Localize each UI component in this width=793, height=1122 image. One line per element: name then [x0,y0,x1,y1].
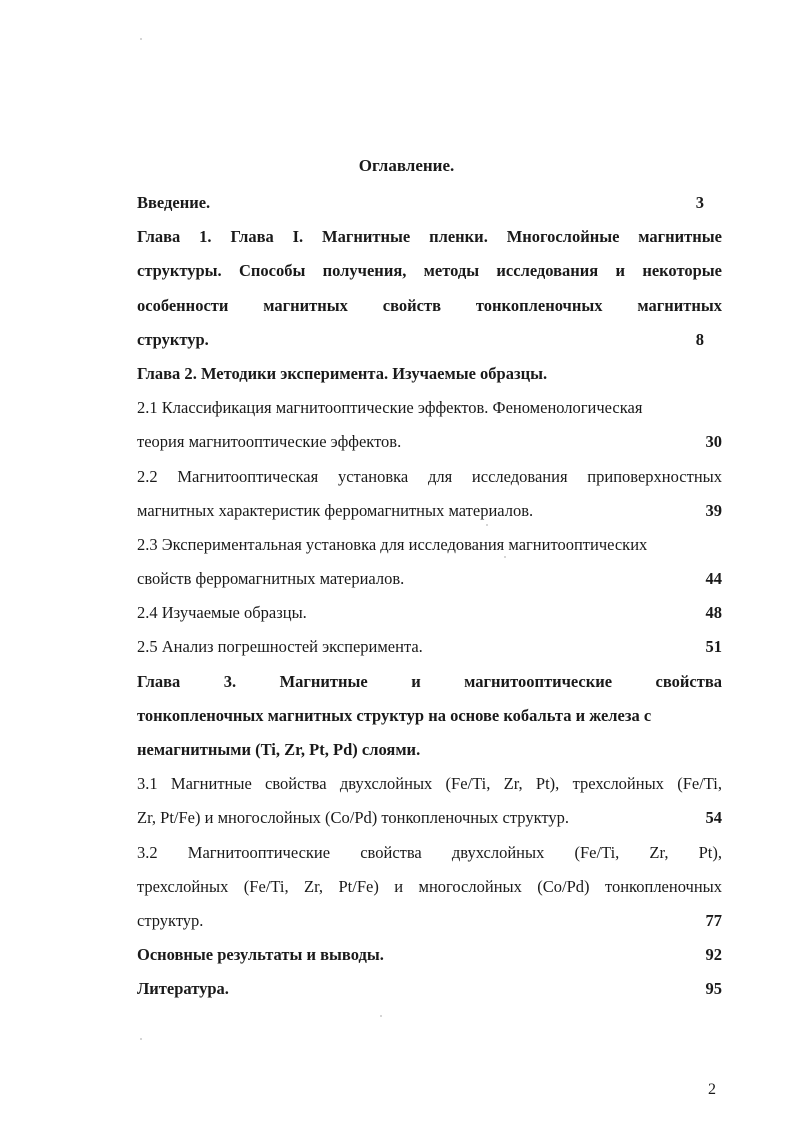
toc-entry-chapter-3-line-3: немагнитными (Ti, Zr, Pt, Pd) слоями. [137,740,421,759]
toc-entry-text: свойств ферромагнитных материалов. [137,569,405,589]
toc-entry-introduction [137,186,722,220]
toc-entry-2-1-line-1: 2.1 Классификация магнитооптические эффектов. Феноменологическая [137,398,643,418]
toc-entry-references [137,972,722,1006]
toc-page-number: 8 [695,329,704,349]
toc-entry-text: Основные результаты и выводы. [137,945,384,965]
toc-entry-chapter-3-line-2: тонкопленочных магнитных структур на основе кобальта и железа с [137,705,652,725]
toc-entry-2-2-line-1: 2.2 Магнитооптическая установка для исследования приповерхностных [137,466,722,486]
toc-entry-2-3-line-1: 2.3 Экспериментальная установка для исследования магнитооптических [137,534,648,554]
toc-entry-chapter-1-line-1: Глава 1. Глава I. Магнитные пленки. Многослойные магнитные [137,227,722,247]
toc-entry-text: Zr, Pt/Fe) и многослойных (Co/Pd) тонкопленочных структур. [137,808,569,828]
scan-speck [140,1038,142,1040]
toc-entry-text: теория магнитооптические эффектов. [137,432,402,452]
toc-entry-3-2-line-2: трехслойных (Fe/Ti, Zr, Pt/Fe) и многослойных (Co/Pd) тонкопленочных [137,876,722,896]
toc-page-number: 51 [705,637,722,657]
toc-page-number: 30 [705,432,722,452]
toc-entry-3-2-line-3 [137,904,722,938]
toc-entry-2-1-line-2 [137,425,722,459]
page-number: 2 [708,1081,716,1098]
table-of-contents [137,186,722,1007]
toc-entry-chapter-1-line-2: структуры. Способы получения, методы исследования и некоторые [137,261,722,281]
toc-entry-2-2-line-2 [137,494,722,528]
toc-entry-text: структур. [137,910,204,930]
toc-entry-text: структур. [137,329,209,349]
toc-entry-3-1-line-1: 3.1 Магнитные свойства двухслойных (Fe/Ti, Zr, Pt), трехслойных (Fe/Ti, [137,774,722,794]
toc-title: Оглавление. [358,156,455,175]
toc-entry-text: 2.5 Анализ погрешностей эксперимента. [137,637,423,657]
scan-speck [140,38,142,40]
scan-speck [380,1015,382,1017]
toc-page-number: 44 [705,569,722,589]
toc-entry-3-1-line-2 [137,801,722,835]
scan-speck [504,556,506,558]
toc-entry-text: . Методики эксперимента. Изучаемые образцы. [192,363,548,383]
toc-entry-text: Литература. [137,979,229,999]
toc-entry-chapter-3-line-1: Глава 3. Магнитные и магнитооптические свойства [137,671,722,691]
toc-entry-chapter-1-line-3: особенности магнитных свойств тонкопленочных магнитных [137,295,722,315]
toc-entry-text: магнитных характеристик ферромагнитных материалов. [137,500,534,520]
toc-entry-chapter-2 [137,357,722,391]
toc-page-number: 77 [705,910,722,930]
toc-page-number: 48 [705,603,722,623]
toc-page-number: 95 [705,979,722,999]
scan-speck [486,524,488,526]
toc-entry-text: 2.4 Изучаемые образцы. [137,603,307,623]
toc-entry-2-5 [137,630,722,664]
toc-entry-text: Введение. [137,193,211,212]
toc-entry-conclusions [137,938,722,972]
toc-entry-2-3-line-2 [137,562,722,596]
toc-page-number: 39 [705,500,722,520]
toc-page-number: 92 [705,945,722,965]
toc-page-number: 54 [705,808,722,828]
toc-entry-3-2-line-1: 3.2 Магнитооптические свойства двухслойных (Fe/Ti, Zr, Pt), [137,842,722,862]
toc-entry-chapter-label: Глава 2 [137,363,193,383]
toc-entry-chapter-1-line-4 [137,323,722,357]
toc-page-number: 3 [695,193,704,212]
toc-entry-2-4 [137,596,722,630]
